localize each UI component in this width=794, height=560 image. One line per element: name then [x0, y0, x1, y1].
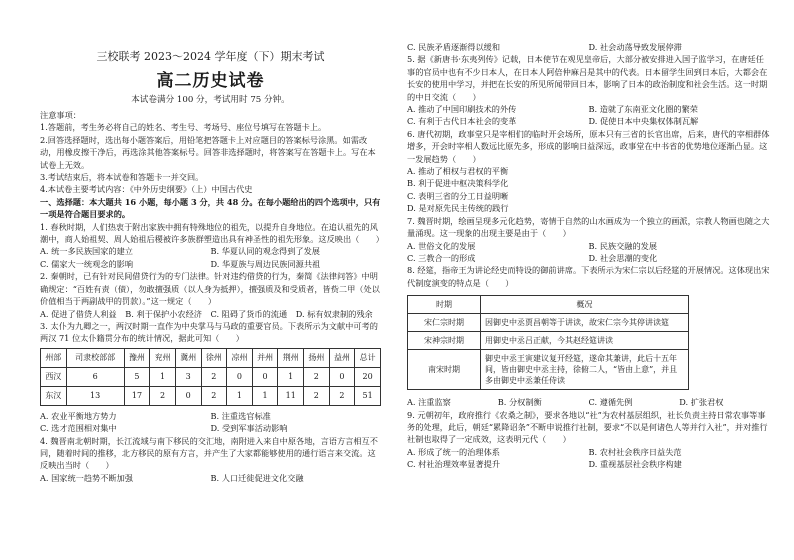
- table-cell: 用御史中丞吕正献，今其赵经筵讲读: [481, 332, 689, 350]
- question-8-stem: 8. 经筵，指帝王为讲论经史而特设的御前讲席。下表所示为宋仁宗以后经筵的开展情况。这体现出宋代制度演变的特点是（ ）: [407, 265, 770, 288]
- table-cell: 51: [355, 386, 381, 405]
- question-7-stem: 7. 魏晋时期，绘画呈现多元化趋势，寄情于自然的山水画成为一个独立的画派，宗教人物画也随之大量涌现。这一现象的出现主要是由于（ ）: [407, 215, 770, 239]
- notes-heading: 注意事项：: [40, 110, 81, 120]
- table-cell: 0: [252, 367, 278, 386]
- question-3-table: [40, 348, 381, 406]
- option[interactable]: C. 三教合一的形成: [407, 252, 476, 263]
- table-cell: 南宋时期: [408, 350, 481, 390]
- table-cell: 宋仁宗时期: [408, 314, 481, 332]
- option[interactable]: B. 分权制衡: [497, 397, 542, 408]
- table-header-cell: 荆州: [278, 348, 304, 367]
- question-4-options-continued: [407, 41, 770, 53]
- option[interactable]: A. 推动了相权与君权的平衡: [407, 166, 509, 177]
- section-heading: 一、选择题：本大题共 16 小题，每小题 3 分，共 48 分。在每小题给出的四个选项中，只有一项是符合题目要求的。: [40, 196, 381, 220]
- table-cell: 0: [227, 367, 253, 386]
- option[interactable]: B. 华夏认同的观念得到了发展: [210, 246, 320, 257]
- option[interactable]: D. 扩张君权: [679, 397, 724, 408]
- option[interactable]: B. 人口迁徙促进文化交融: [210, 472, 304, 483]
- table-header-cell: 时期: [408, 296, 481, 314]
- question-5-options: [407, 103, 770, 128]
- option[interactable]: D. 社会思潮的变化: [588, 252, 658, 263]
- table-cell: 2: [304, 367, 330, 386]
- question-3-options: [40, 410, 381, 435]
- table-header-cell: 益州: [329, 348, 355, 367]
- note-item: 4.本试卷主要考试内容：《中外历史纲要》（上）中国古代史: [40, 184, 253, 195]
- table-cell: 御史中丞王寅建议复开经筵，遂命其兼讲，此后十五年间，皆由御史中丞主持，徐俯二人，“皆由上意”，并且多由御史中丞兼任侍读: [481, 350, 689, 390]
- table-header-cell: 并州: [252, 348, 278, 367]
- table-cell: 2: [329, 386, 355, 405]
- table-header-cell: 扬州: [304, 348, 330, 367]
- note-item: 1.答题前，考生务必将自己的姓名、考生号、考场号、座位号填写在答题卡上。: [40, 122, 327, 133]
- option[interactable]: A. 推动了中国印刷技术的外传: [407, 104, 517, 115]
- option[interactable]: C. 表明三省的分工日益明晰: [407, 190, 509, 201]
- option[interactable]: A. 国家统一趋势不断加强: [40, 472, 133, 483]
- table-row: [408, 314, 689, 332]
- table-header-row: [408, 296, 689, 314]
- table-cell: 因御史中丞贾昌朝等于讲读，故宋仁宗今其停讲读筵: [481, 314, 689, 332]
- table-cell: 6: [66, 367, 124, 386]
- table-cell: 0: [329, 367, 355, 386]
- table-cell: 0: [175, 386, 201, 405]
- table-row: [408, 332, 689, 350]
- table-header-cell: 州部: [41, 348, 67, 367]
- option[interactable]: B. 造就了东南亚文化圈的繁荣: [588, 104, 698, 115]
- table-cell: 20: [355, 367, 381, 386]
- option[interactable]: C. 村社治理效率显著提升: [407, 459, 501, 470]
- option[interactable]: D. 华夏族与周边民族同源共祖: [210, 258, 321, 269]
- table-row: [41, 386, 381, 405]
- option[interactable]: C. 儒家大一统观念的影响: [40, 258, 134, 269]
- table-cell: 东汉: [41, 386, 67, 405]
- table-cell: 1: [150, 367, 176, 386]
- option[interactable]: B. 农村社会秩序日益失范: [588, 446, 682, 457]
- option[interactable]: A. 形成了统一的治理体系: [407, 446, 500, 457]
- option[interactable]: A. 世俗文化的发展: [407, 240, 476, 251]
- note-item: 2.回答选择题时，选出每小题答案后，用铅笔把答题卡上对应题目的答案标号涂黑。如需改动，用橡皮擦干净后，再选涂其他答案标号。回答非选择题时，将答案写在答题卡上。写在本试卷上无效。: [40, 134, 376, 170]
- question-3-stem: 3. 太仆为九卿之一，两汉时期一直作为中央掌马与马政的重要官员。下表所示为文献中可考的两汉 71 位太仆籍贯分布的统计情况，据此可知（ ）: [40, 320, 378, 344]
- table-cell: 2: [304, 386, 330, 405]
- table-header-cell: 豫州: [124, 348, 150, 367]
- note-item: 3.考试结束后，将本试卷和答题卡一并交回。: [40, 172, 204, 183]
- question-6-stem: 6. 唐代初期，政事堂只是宰相们的临时开会场所，原本只有三省的长官出席，后来，唐代的宰相群体增多，开会时宰相人数远比原先多，形成的影响日益深远，政事堂在中书省的优势地位逐渐凸显。这一发展趋势（ ）: [407, 128, 770, 164]
- question-7-options: [407, 240, 770, 265]
- table-header-cell: 徐州: [201, 348, 227, 367]
- notes-block: [40, 109, 381, 196]
- table-cell: 3: [175, 367, 201, 386]
- option[interactable]: A. 统一多民族国家的建立: [40, 246, 133, 257]
- table-header-cell: 司隶校部部: [66, 348, 124, 367]
- table-cell: 11: [278, 386, 304, 405]
- question-2-stem: 2. 秦朝时，已有针对民间借贷行为的专门法律。针对违约借贷的行为，秦简《法律问答》中明确规定：“百姓有责（债），勿敢擅强质（以人身为抵押），擅强质及和受质者，皆赀二甲（处以价值相当于两副战甲的罚款）。”这一规定（ ）: [40, 271, 380, 307]
- option[interactable]: D. 社会动荡导致发展停滞: [588, 42, 682, 52]
- option[interactable]: D. 是对原先民主传统的践行: [407, 203, 509, 214]
- option[interactable]: D. 标有奴隶制的残余: [295, 308, 373, 319]
- option[interactable]: A. 促进了借贷人利益: [40, 308, 117, 319]
- table-cell: 1: [278, 367, 304, 386]
- option[interactable]: C. 有利于古代日本社会的变革: [407, 116, 517, 127]
- question-8-table: [407, 295, 689, 390]
- table-cell: 2: [201, 367, 227, 386]
- exam-title: 三校联考 2023～2024 学年度（下）期末考试: [96, 50, 325, 63]
- exam-info: 本试卷满分 100 分，考试用时 75 分钟。: [131, 95, 290, 105]
- subject-title: 高二历史试卷: [156, 71, 265, 91]
- question-8-options: [407, 396, 770, 408]
- option[interactable]: A. 农业平衡地方势力: [40, 410, 117, 421]
- option[interactable]: D. 受到军事活动影响: [210, 423, 288, 434]
- table-header-cell: 冀州: [175, 348, 201, 367]
- table-header-cell: 总计: [355, 348, 381, 367]
- table-cell: 1: [252, 386, 278, 405]
- question-9-stem: 9. 元朝初年，政府推行《农桑之制》，要求各地以“社”为农村基层组织，社长负责主持日常农事等事务的处理，此后，朝廷“累降诏条”不断申说推行社制，要求“不以是何诸色人等并行入社”，并对推行社制也取得了一定成效，这表明元代（ ）: [407, 409, 768, 445]
- right-column: [397, 0, 794, 560]
- option[interactable]: C. 阻碍了货币的流通: [210, 308, 288, 319]
- option[interactable]: C. 选才范围相对集中: [40, 423, 117, 434]
- table-cell: 5: [124, 367, 150, 386]
- table-cell: 2: [150, 386, 176, 405]
- question-4-options: [40, 472, 381, 484]
- table-cell: 西汉: [41, 367, 67, 386]
- question-1-stem: 1. 春秋时期，人们热衷于附出家族中拥有特殊地位的祖先，以提升自身地位。在追认祖先的风潮中，商人始祖契、周人始祖后稷被许多族群塑造出具有神圣性的祖先形象。这反映出（ ）: [40, 221, 384, 245]
- table-header-cell: 凉州: [227, 348, 253, 367]
- option[interactable]: B. 利于保护小农经济: [125, 308, 202, 319]
- option[interactable]: C. 遵循先例: [588, 397, 633, 408]
- table-header-cell: 概况: [481, 296, 689, 314]
- table-cell: 宋神宗时期: [408, 332, 481, 350]
- table-header-row: [41, 348, 381, 367]
- question-1-options: [40, 245, 381, 270]
- question-2-options: [40, 308, 381, 320]
- table-header-cell: 兖州: [150, 348, 176, 367]
- table-cell: 2: [201, 386, 227, 405]
- question-9-options: [407, 446, 770, 471]
- option[interactable]: C. 民族矛盾逐渐得以缓和: [407, 42, 501, 52]
- option[interactable]: B. 民族交融的发展: [588, 240, 658, 251]
- table-cell: 13: [66, 386, 124, 405]
- option[interactable]: B. 注重选官标准: [210, 410, 271, 421]
- table-cell: 17: [124, 386, 150, 405]
- option[interactable]: B. 利于促进中枢决策科学化: [407, 178, 509, 189]
- question-4-stem: 4. 魏晋南北朝时期，长江流域与南下移民的交汇地，南附进入来自中原各地，言语方言相互不同，随着时间的推移，北方移民的原有方言，并产生了大家都能够使用的通行语言来交流。这反映出当时（ ）: [40, 435, 378, 471]
- option[interactable]: D. 促使日本中央集权体制瓦解: [588, 116, 699, 127]
- question-5-stem: 5. 据《新唐书·东夷列传》记载，日本使节在观见皇帝后，大部分被安排进入国子监学习，在唐廷任事的官员中也有不少日本人，在日本人阿倍仲麻吕是其中的代表。日本留学生回到日本后，大都会在长安的使用中学习，并把在长安的所见所闻带回日本，影响了日本的政治制度和社会生活。这一时期的中日交流（ ）: [407, 54, 768, 102]
- table-cell: 1: [227, 386, 253, 405]
- option[interactable]: A. 注重监察: [407, 397, 451, 408]
- table-row: [408, 350, 689, 390]
- table-row: [41, 367, 381, 386]
- option[interactable]: D. 重视基层社会秩序构建: [588, 459, 682, 470]
